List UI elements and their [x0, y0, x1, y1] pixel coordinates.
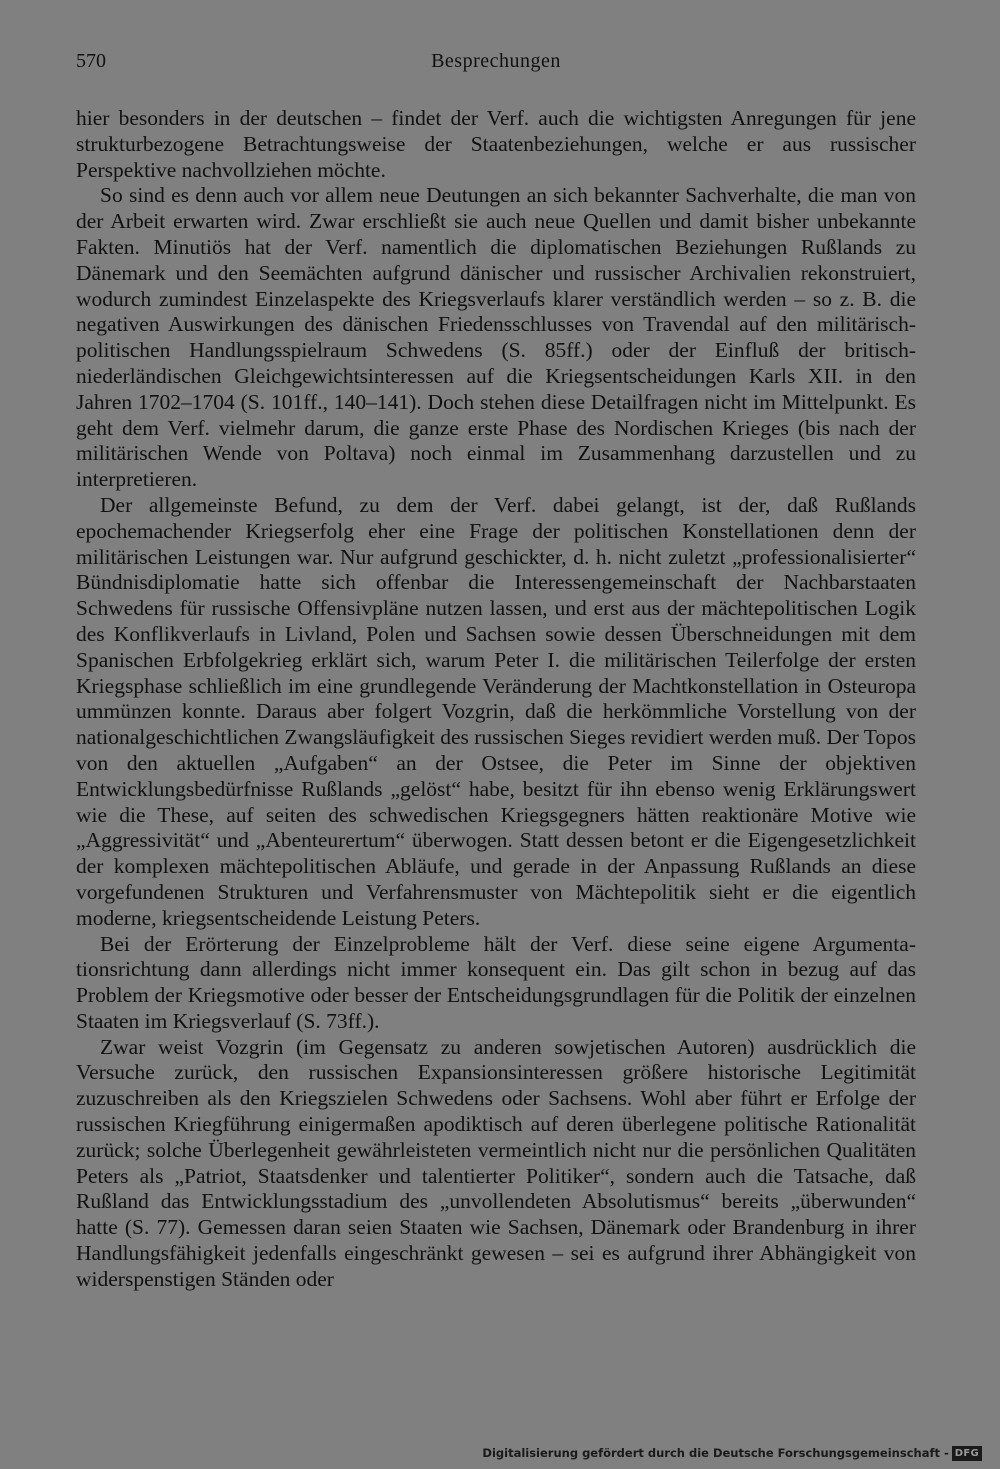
running-title: Besprechungen: [431, 50, 561, 72]
dfg-logo-icon: DFG: [952, 1446, 982, 1461]
digitization-footer: [482, 1443, 982, 1463]
paragraph-1: hier besonders in der deutschen – findet der Verf. auch die wichtigsten Anregungen für jene strukturbezogene Betrachtungsweise der Staatenbeziehungen, welche er aus russischer Perspektive nachvollziehen möchte.: [76, 106, 916, 182]
paragraph-4: Bei der Erörterung der Einzelprobleme hält der Verf. diese seine eigene Argumentationsrichtung dann allerdings nicht immer konsequent ein. Das gilt schon in bezug auf das Problem der Kriegsmotive oder besser der Entscheidungsgrundlagen für die Politik der einzelnen Staaten im Kriegsverlauf (S. 73ff.).: [76, 931, 916, 1033]
review-body-text: [76, 106, 916, 1293]
paragraph-5: Zwar weist Vozgrin (im Gegensatz zu anderen sowjetischen Autoren) ausdrücklich die Versuche zurück, den russischen Expansionsinteressen größere historische Legitimität zuzuschreiben als den Kriegszielen Schwedens oder Sachsens. Wohl aber führt er Erfolge der russischen Kriegführung einigermaßen apodiktisch auf deren überlegene politische Rationalität zurück; solche Überlegenheit gewährleisteten vermeintlich nicht nur die persönlichen Qualitäten Peters als „Patriot, Staatsdenker und talentierter Politiker“, sondern auch die Tatsache, daß Rußland das Entwicklungsstadium des „unvollendeten Absolutismus“ bereits „überwunden“ hatte (S. 77). Gemessen daran seien Staaten wie Sachsen, Dänemark oder Brandenburg in ihrer Handlungsfähigkeit jedenfalls eingeschränkt gewesen – sei es aufgrund ihrer Abhängigkeit von widerspenstigen Ständen oder: [76, 1034, 916, 1291]
paragraph-3: Der allgemeinste Befund, zu dem der Verf. dabei gelangt, ist der, daß Rußlands epochemachender Kriegserfolg eher eine Frage der politischen Konstellationen denn der militärischen Leistungen war. Nur aufgrund geschickter, d. h. nicht zuletzt „professionalisierter“ Bündnisdiplomatie hatte sich offenbar die Interessengemeinschaft der Nachbarstaaten Schwedens für russische Offensivpläne nutzen lassen, und erst aus der mächtepolitischen Logik des Konflikverlaufs in Livland, Polen und Sachsen sowie dessen Überschneidungen mit dem Spanischen Erbfolgekrieg erklärt sich, warum Peter I. die militärischen Teilerfolge der ersten Kriegsphase schließlich im eine grundlegende Veränderung der Machtkonstellation in Osteuropa ummünzen konnte. Daraus aber folgert Vozgrin, daß die herkömmliche Vorstellung von der nationalgeschichtlichen Zwangsläufigkeit des russischen Sieges revidiert werden muß. Der Topos von den aktuellen „Aufgaben“ an der Ostsee, die Peter im Sinne der objektiven Entwicklungsbedürfnisse Rußlands „gelöst“ habe, besitzt für ihn ebenso wenig Erklärungswert wie die These, auf seiten des schwedischen Kriegsgegners hätten reaktionäre Motive wie „Aggressivität“ und „Abenteurertum“ überwogen. Statt dessen betont er die Eigengesetzlichkeit der komplexen mächtepolitischen Abläufe, und gerade in der Anpassung Rußlands an diese vorgefundenen Strukturen und Verfahrensmuster von Mächtepolitik sieht er die eigentlich moderne, kriegsentscheidende Leistung Peters.: [76, 492, 916, 930]
funding-note: Digitalisierung gefördert durch die Deutsche Forschungsgemeinschaft -: [482, 1446, 949, 1460]
page-number: 570: [76, 50, 106, 72]
running-head: [76, 50, 916, 80]
paragraph-2: So sind es denn auch vor allem neue Deutungen an sich bekannter Sachverhalte, die man von der Arbeit erwarten wird. Zwar erschließt sie auch neue Quellen und damit bisher unbekannte Fakten. Minutiös hat der Verf. namentlich die diplomatischen Beziehungen Rußlands zu Dänemark und den Seemächten aufgrund dänischer und russischer Archivalien rekonstruiert, wodurch zumindest Einzelaspekte des Kriegsverlaufs klarer verständlich werden – so z. B. die negativen Auswirkungen des dänischen Friedensschlusses von Travendal auf den militärisch-politischen Handlungsspielraum Schwedens (S. 85ff.) oder der Einfluß der britisch-niederländischen Gleichgewichtsinteressen auf die Kriegsentscheidungen Karls XII. in den Jahren 1702–1704 (S. 101ff., 140–141). Doch stehen diese Detailfragen nicht im Mittelpunkt. Es geht dem Verf. vielmehr darum, die ganze erste Phase des Nordischen Krieges (bis nach der militärischen Wende von Poltava) noch einmal im Zusammenhang darzustellen und zu interpretieren.: [76, 183, 916, 492]
